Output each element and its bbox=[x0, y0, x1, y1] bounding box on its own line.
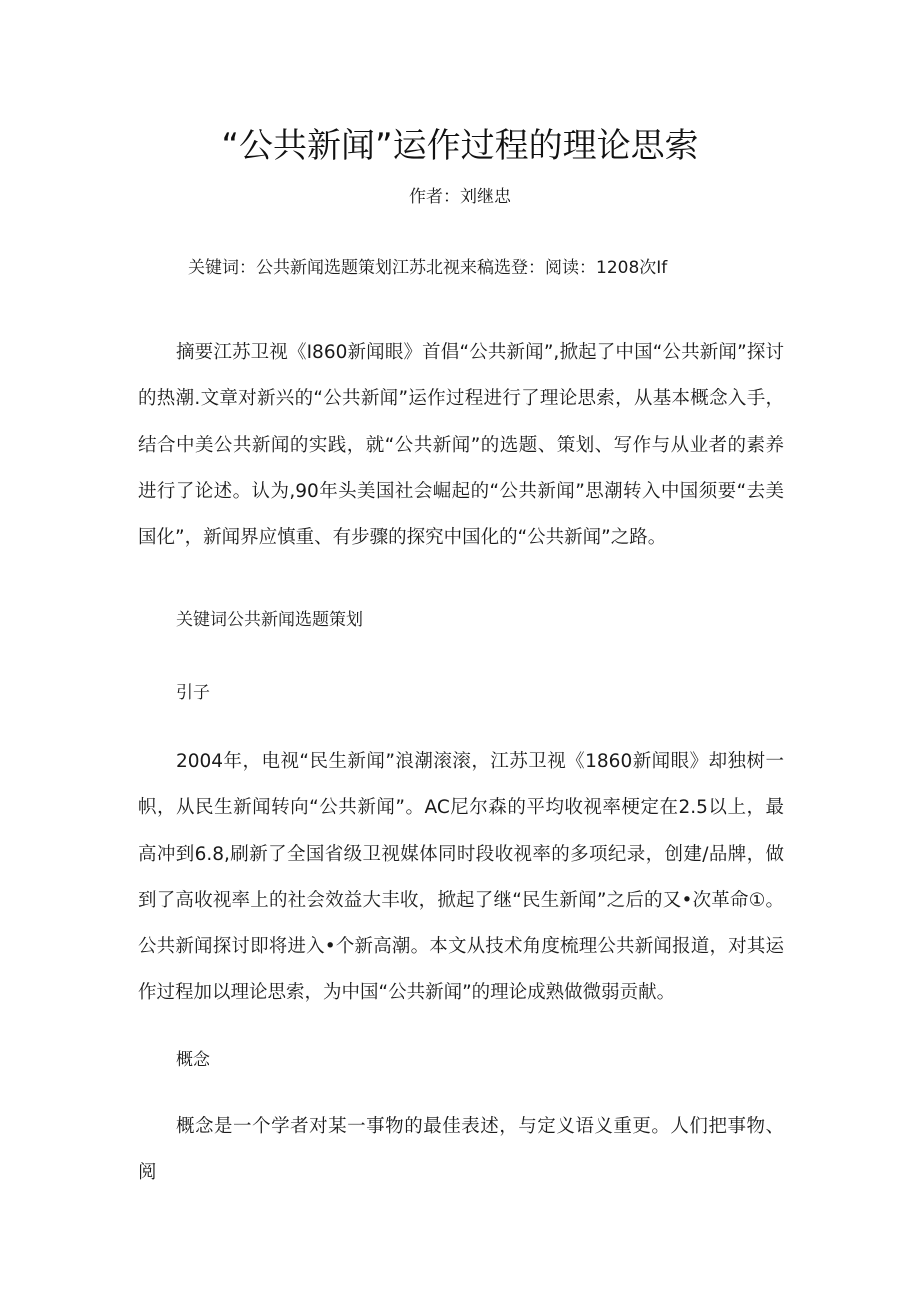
intro-heading: 引子 bbox=[176, 683, 210, 703]
concept-heading: 概念 bbox=[176, 1050, 210, 1070]
abstract-paragraph: 摘要江苏卫视《I860新闻眼》首倡“公共新闻”,掀起了中国“公共新闻”探讨的热潮.文章对新兴的“公共新闻”运作过程进行了理论思索，从基本概念入手，结合中美公共新闻的实践，就“公共新闻”的选题、策划、写作与从业者的素养进行了论述。认为,90年头美国社会崛起的“公共新闻”思潮转入中国须要“去美国化”，新闻界应慎重、有步骤的探究中国化的“公共新闻”之路。 bbox=[138, 342, 784, 549]
author-line: 作者：刘继忠 bbox=[409, 187, 511, 207]
keywords-meta-line: 关键词：公共新闻选题策划江苏北视来稿选登：阅读：1208次If bbox=[188, 258, 668, 278]
keywords-heading: 关键词公共新闻选题策划 bbox=[176, 610, 363, 630]
concept-paragraph: 概念是一个学者对某一事物的最佳表述，与定义语义重更。人们把事物、阅 bbox=[138, 1116, 784, 1184]
document-title: “公共新闻”运作过程的理论思索 bbox=[221, 126, 699, 166]
intro-paragraph: 2004年，电视“民生新闻”浪潮滚滚，江苏卫视《1860新闻眼》却独树一帜，从民生新闻转向“公共新闻”。AC尼尔森的平均收视率梗定在2.5以上，最高冲到6.8,刷新了全国省级卫视媒体同时段收视率的多项纪录，创建/品牌，做到了高收视率上的社会效益大丰收，掀起了继“民生新闻”之后的又•次革命①。公共新闻探讨即将进入•个新高潮。本文从技术角度梳理公共新闻报道，对其运作过程加以理论思索，为中国“公共新闻”的理论成熟做微弱贡献。 bbox=[138, 751, 784, 1004]
